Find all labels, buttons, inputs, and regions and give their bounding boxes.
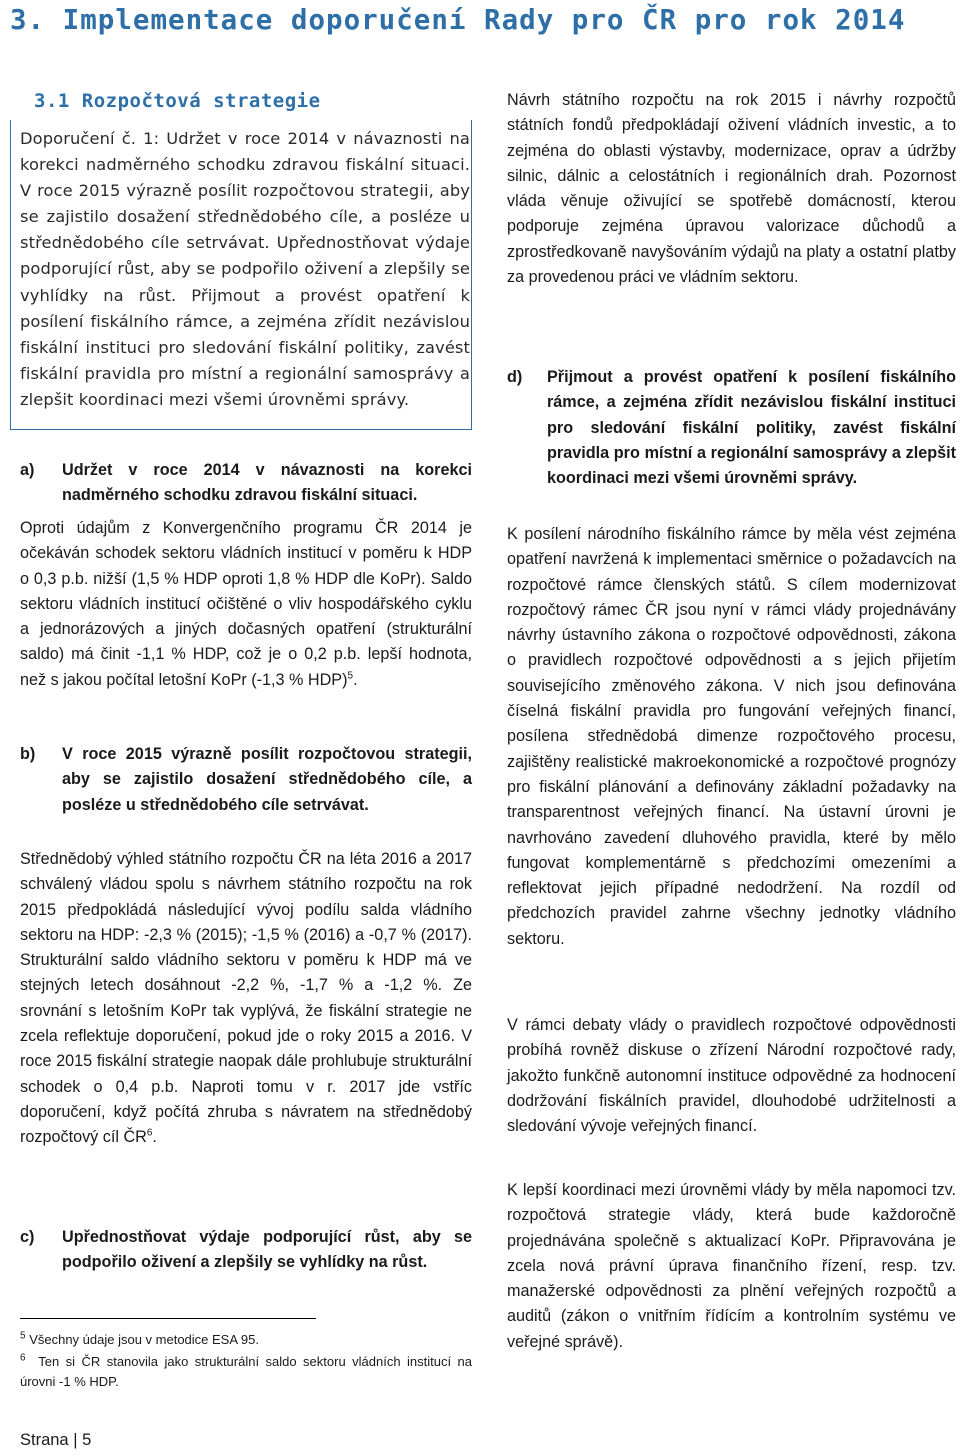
paragraph-a-end: . bbox=[353, 670, 358, 689]
paragraph-a-text: Oproti údajům z Konvergenčního programu ČR 2014 je očekáván schodek sektoru vládních institucí v poměru k HDP o 0,3 p.b. nižší (1,5 % HDP oproti 1,8 % HDP dle KoPr). Saldo sektoru vládních institucí očištěné o vliv hospodářského cyklu a jednorázových a jiných dočasných opatření (strukturální saldo) má činit -1,1 % HDP, což je o 0,2 p.b. lepší hodnota, než s jakou počítal letošní KoPr (-1,3 % HDP) bbox=[20, 519, 472, 689]
footnote-5 bbox=[20, 1330, 475, 1350]
footnote-ref-6: 6 bbox=[146, 1127, 153, 1139]
heading-b-text: V roce 2015 výrazně posílit rozpočtovou strategii, aby se zajistilo dosažení střednědobého cíle, a posléze u střednědobého cíle setrvávat. bbox=[62, 745, 472, 814]
page-title: 3. Implementace doporučení Rady pro ČR pro rok 2014 bbox=[10, 4, 906, 36]
recommendation-box bbox=[10, 120, 472, 430]
footnote-separator bbox=[20, 1318, 316, 1319]
heading-b bbox=[20, 742, 472, 818]
section-heading: 3.1 Rozpočtová strategie bbox=[34, 90, 321, 112]
heading-b-label: b) bbox=[20, 745, 36, 763]
paragraph-b-text: Střednědobý výhled státního rozpočtu ČR na léta 2016 a 2017 schválený vládou spolu s návrhem státního rozpočtu na rok 2015 předpokládá následující vývoj podílu salda vládního sektoru na HDP: -2,3 % (2015); -1,5 % (2016) a -0,7 % (2017). Strukturální saldo vládního sektoru v poměru k HDP má ve stejných letech dosáhnout -2,2 %, -1,7 % a -1,2 %. Ze srovnání s letošním KoPr tak vyplývá, že fiskální strategie ne zcela reflektuje doporučení, pokud jde o roky 2015 a 2016. V roce 2015 fiskální strategie naopak dále prohlubuje strukturální schodek o 0,4 p.b. Naproti tomu v r. 2017 jde vstříc doporučení, když počítá zhruba s návratem na střednědobý rozpočtový cíl ČR bbox=[20, 850, 472, 1147]
paragraph-a bbox=[20, 516, 472, 693]
paragraph-right-1: Návrh státního rozpočtu na rok 2015 i návrhy rozpočtů státních fondů předpokládají oživení vládních investic, a to zejména do oblasti výstavby, modernizace, oprav a údržby silnic, dálnic a celostátních i regionálních drah. Pozornost vláda věnuje oživující se spotřebě domácností, kterou podporuje zejména úpravou valorizace důchodů a zprostředkovaně navyšováním výdajů na platy a ostatní platby za provedenou práci ve vládním sektoru. bbox=[507, 91, 956, 287]
page-number: Strana | 5 bbox=[20, 1431, 92, 1449]
footnote-6 bbox=[20, 1352, 472, 1392]
paragraph-b-end: . bbox=[152, 1128, 157, 1147]
heading-d-label: d) bbox=[507, 368, 523, 386]
footnote-ref-5: 5 bbox=[347, 670, 354, 682]
heading-d bbox=[507, 365, 956, 491]
paragraph-b bbox=[20, 847, 472, 1151]
heading-a bbox=[20, 458, 472, 509]
heading-a-text: Udržet v roce 2014 v návaznosti na korekci nadměrného schodku zdravou fiskální situaci. bbox=[62, 461, 472, 505]
heading-c bbox=[20, 1225, 472, 1276]
paragraph-right-4: K lepší koordinaci mezi úrovněmi vlády by měla napomoci tzv. rozpočtová strategie vlády, která bude každoročně projednávána společně s aktualizací KoPr. Připravována je zcela nová právní úprava finančního řízení, resp. tzv. manažerské odpovědnosti za plnění veřejných rozpočtů a auditů (zákon o vnitřním řídícím a kontrolním systému ve veřejné správě). bbox=[507, 1181, 956, 1351]
heading-c-text: Upřednostňovat výdaje podporující růst, aby se podpořilo oživení a zlepšily se vyhlídky na růst. bbox=[62, 1228, 472, 1272]
footnote-5-text: Všechny údaje jsou v metodice ESA 95. bbox=[29, 1332, 259, 1347]
paragraph-right-3: V rámci debaty vlády o pravidlech rozpočtové odpovědnosti probíhá rovněž diskuse o zřízení Národní rozpočtové rady, jakožto funkčně autonomní instituce odpovědné za hodnocení dodržování fiskálních pravidel, dlouhodobé udržitelnosti a sledování vývoje veřejných financí. bbox=[507, 1016, 956, 1136]
footnote-5-number: 5 bbox=[20, 1330, 26, 1342]
heading-d-text: Přijmout a provést opatření k posílení fiskálního rámce, a zejména zřídit nezávislou fiskální instituci pro sledování fiskální politiky, zavést fiskální pravidla pro místní a regionální samosprávy a zlepšit koordinaci mezi všemi úrovněmi správy. bbox=[547, 368, 956, 488]
footnote-6-text: Ten si ČR stanovila jako strukturální saldo sektoru vládních institucí na úrovni -1 % HDP. bbox=[20, 1354, 472, 1389]
heading-a-label: a) bbox=[20, 461, 35, 479]
paragraph-right-2: K posílení národního fiskálního rámce by měla vést zejména opatření navržená k implementaci směrnice o požadavcích na rozpočtové rámce členských států. S cílem modernizovat rozpočtový rámec ČR jsou nyní v rámci vlády projednávány návrhy ústavního zákona o rozpočtové odpovědnosti, zákona o pravidlech rozpočtové odpovědnosti a s jejich přijetím souvisejícího změnového zákona. V nich jsou definována číselná fiskální pravidla pro fungování veřejných financí, posílena střednědobá dimenze rozpočtového procesu, zajištěny realistické makroekonomické a rozpočtové prognózy pro fiskální plánování a definovány základní požadavky na transparentnost veřejných financí. Na ústavní úrovni je navrhováno zavedení dluhového pravidla, které by mělo fungovat komplementárně s předchozími omezeními a reflektovat jejich případné nedodržení. Na rozdíl od předchozích pravidel zahrne všechny jednotky vládního sektoru. bbox=[507, 525, 956, 948]
footnote-6-number: 6 bbox=[20, 1352, 26, 1364]
recommendation-text: Doporučení č. 1: Udržet v roce 2014 v návaznosti na korekci nadměrného schodku zdravou fiskální situaci. V roce 2015 výrazně posílit rozpočtovou strategii, aby se zajistilo dosažení střednědobého cíle, a posléze u střednědobého cíle setrvávat. Upřednostňovat výdaje podporující růst, aby se podpořilo oživení a zlepšily se vyhlídky na růst. Přijmout a provést opatření k posílení fiskálního rámce, a zejména zřídit nezávislou fiskální instituci pro sledování fiskální politiky, zavést fiskální pravidla pro místní a regionální samosprávy a zlepšit koordinaci mezi všemi úrovněmi správy. bbox=[20, 129, 470, 409]
heading-c-label: c) bbox=[20, 1228, 35, 1246]
